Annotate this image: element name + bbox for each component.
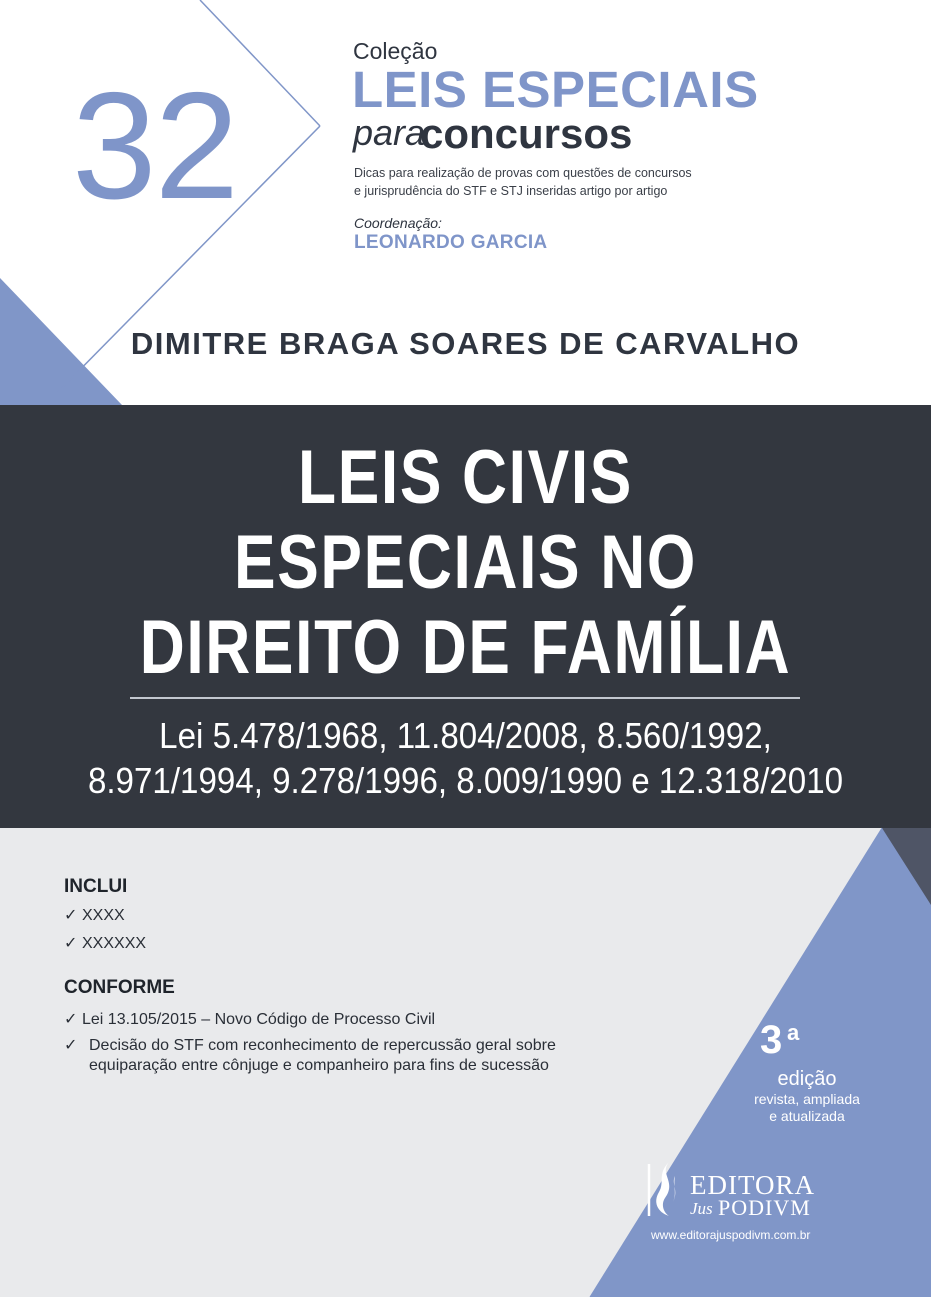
check-icon: ✓ xyxy=(64,935,78,952)
conforme-heading: CONFORME xyxy=(64,977,175,998)
book-title-line-3: DIREITO DE FAMÍLIA xyxy=(139,605,792,690)
laws-line-1: Lei 5.478/1968, 11.804/2008, 8.560/1992, xyxy=(159,715,772,756)
collection-label: Coleção xyxy=(353,38,438,64)
book-title-line-2: ESPECIAIS NO xyxy=(234,520,697,605)
conforme-item: ✓ Decisão do STF com reconhecimento de repercussão geral sobre equiparação entre cônjuge e companheiro para fins de sucessão xyxy=(64,1037,556,1074)
collection-concursos: concursos xyxy=(420,110,633,157)
conforme-item: ✓ Lei 13.105/2015 – Novo Código de Processo Civil xyxy=(64,1011,436,1028)
edition-note-line-2: e atualizada xyxy=(769,1108,845,1124)
coordination-label: Coordenação: xyxy=(354,215,442,231)
check-icon: ✓ xyxy=(64,1037,78,1054)
edition-number: 3 xyxy=(760,1018,783,1062)
collection-para: para xyxy=(353,112,426,153)
includes-heading: INCLUI xyxy=(64,876,128,897)
check-icon: ✓ xyxy=(64,1011,78,1028)
publisher-jus: Jus xyxy=(690,1199,713,1218)
publisher-url[interactable]: www.editorajuspodivm.com.br xyxy=(651,1228,811,1242)
collection-name: LEIS ESPECIAIS xyxy=(352,61,759,118)
title-divider xyxy=(130,697,800,699)
check-icon: ✓ xyxy=(64,907,78,924)
author-name: DIMITRE BRAGA SOARES DE CARVALHO xyxy=(130,326,801,361)
coordinator-name: LEONARDO GARCIA xyxy=(354,232,548,253)
laws-line-2: 8.971/1994, 9.278/1996, 8.009/1990 e 12.318/2010 xyxy=(87,760,844,801)
edition-ordinal: a xyxy=(787,1020,800,1045)
publisher-podivm: PODIVM xyxy=(718,1195,811,1220)
book-title-line-1: LEIS CIVIS xyxy=(297,435,633,520)
edition-note-line-1: revista, ampliada xyxy=(754,1091,860,1107)
edition-word: edição xyxy=(777,1068,837,1090)
tagline-line-1: Dicas para realização de provas com questões de concursos xyxy=(354,166,692,180)
includes-item: ✓ XXXXXX xyxy=(64,935,147,952)
includes-item: ✓ XXXX xyxy=(64,907,125,924)
volume-number: 32 xyxy=(72,61,238,231)
publisher-name: EDITORA xyxy=(690,1170,815,1200)
tagline-line-2: e jurisprudência do STF e STJ inseridas artigo por artigo xyxy=(354,184,668,198)
flame-logo-icon xyxy=(643,1158,687,1222)
